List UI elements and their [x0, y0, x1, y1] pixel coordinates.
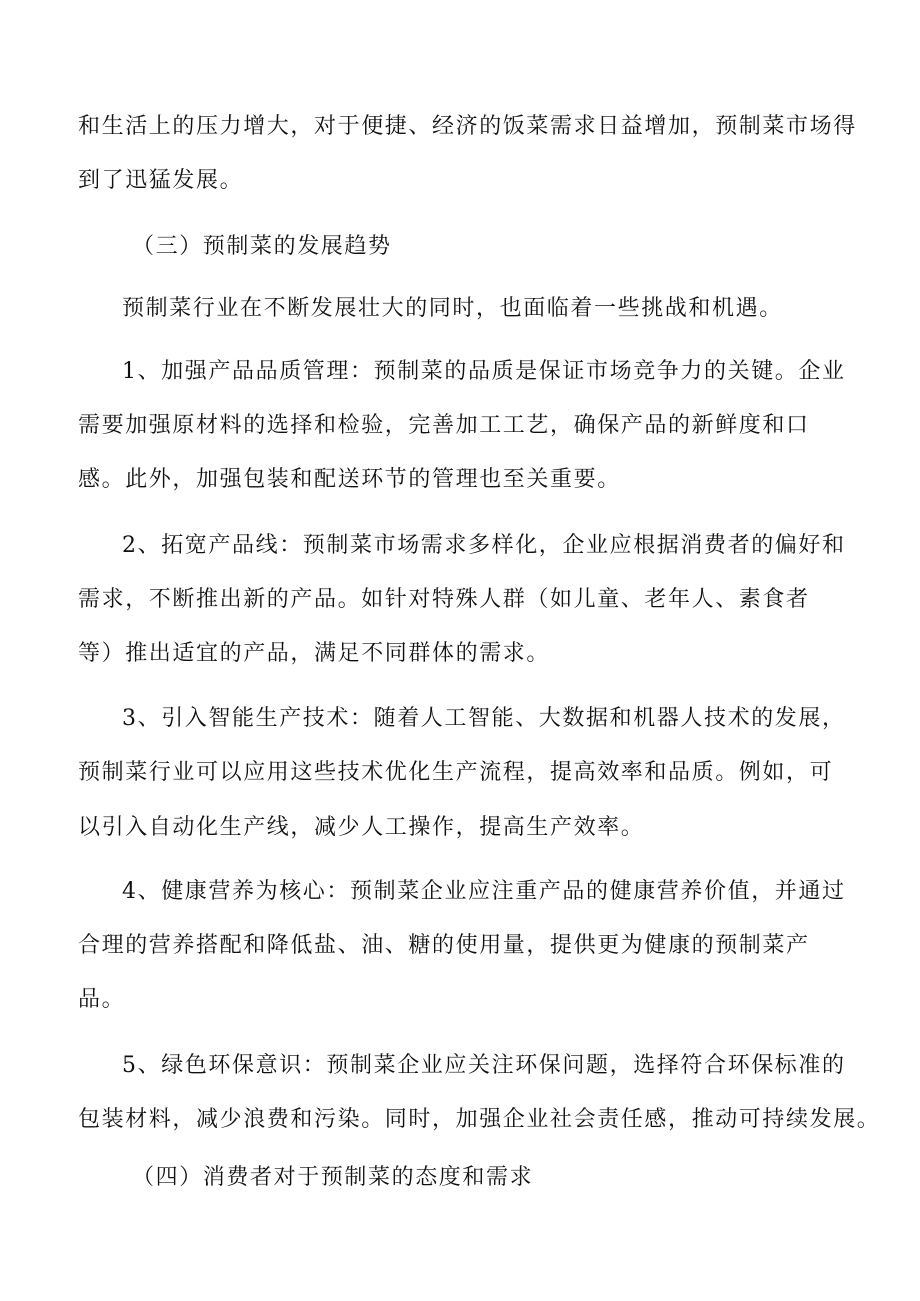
item-4-line-2: 合理的营养搭配和降低盐、油、糖的使用量，提供更为健康的预制菜产 — [78, 933, 810, 958]
item-5-line-2: 包装材料，减少浪费和污染。同时，加强企业社会责任感，推动可持续发展。 — [78, 1107, 881, 1132]
item-5-line-1: 5、绿色环保意识：预制菜企业应关注环保问题，选择符合环保标准的 — [122, 1053, 846, 1078]
section-4-heading: （四）消费者对于预制菜的态度和需求 — [132, 1165, 534, 1190]
item-3-line-1: 3、引入智能生产技术：随着人工智能、大数据和机器人技术的发展， — [122, 706, 846, 731]
section-3-intro: 预制菜行业在不断发展壮大的同时，也面临着一些挑战和机遇。 — [122, 296, 783, 321]
intro-line-2: 到了迅猛发展。 — [78, 168, 244, 193]
intro-line-1: 和生活上的压力增大，对于便捷、经济的饭菜需求日益增加，预制菜市场得 — [78, 114, 857, 139]
item-2-line-1: 2、拓宽产品线：预制菜市场需求多样化，企业应根据消费者的偏好和 — [122, 533, 846, 558]
section-3-heading: （三）预制菜的发展趋势 — [132, 234, 392, 259]
item-4-line-3: 品。 — [78, 987, 126, 1012]
item-3-line-3: 以引入自动化生产线，减少人工操作，提高生产效率。 — [78, 815, 645, 840]
item-1-line-2: 需要加强原材料的选择和检验，完善加工工艺，确保产品的新鲜度和口 — [78, 413, 810, 438]
item-2-line-2: 需求，不断推出新的产品。如针对特殊人群（如儿童、老年人、素食者 — [78, 587, 810, 612]
item-1-line-3: 感。此外，加强包装和配送环节的管理也至关重要。 — [78, 467, 621, 492]
item-2-line-3: 等）推出适宜的产品，满足不同群体的需求。 — [78, 641, 551, 666]
item-3-line-2: 预制菜行业可以应用这些技术优化生产流程，提高效率和品质。例如，可 — [78, 760, 834, 785]
item-1-line-1: 1、加强产品品质管理：预制菜的品质是保证市场竞争力的关键。企业 — [122, 359, 846, 384]
item-4-line-1: 4、健康营养为核心：预制菜企业应注重产品的健康营养价值，并通过 — [122, 879, 846, 904]
